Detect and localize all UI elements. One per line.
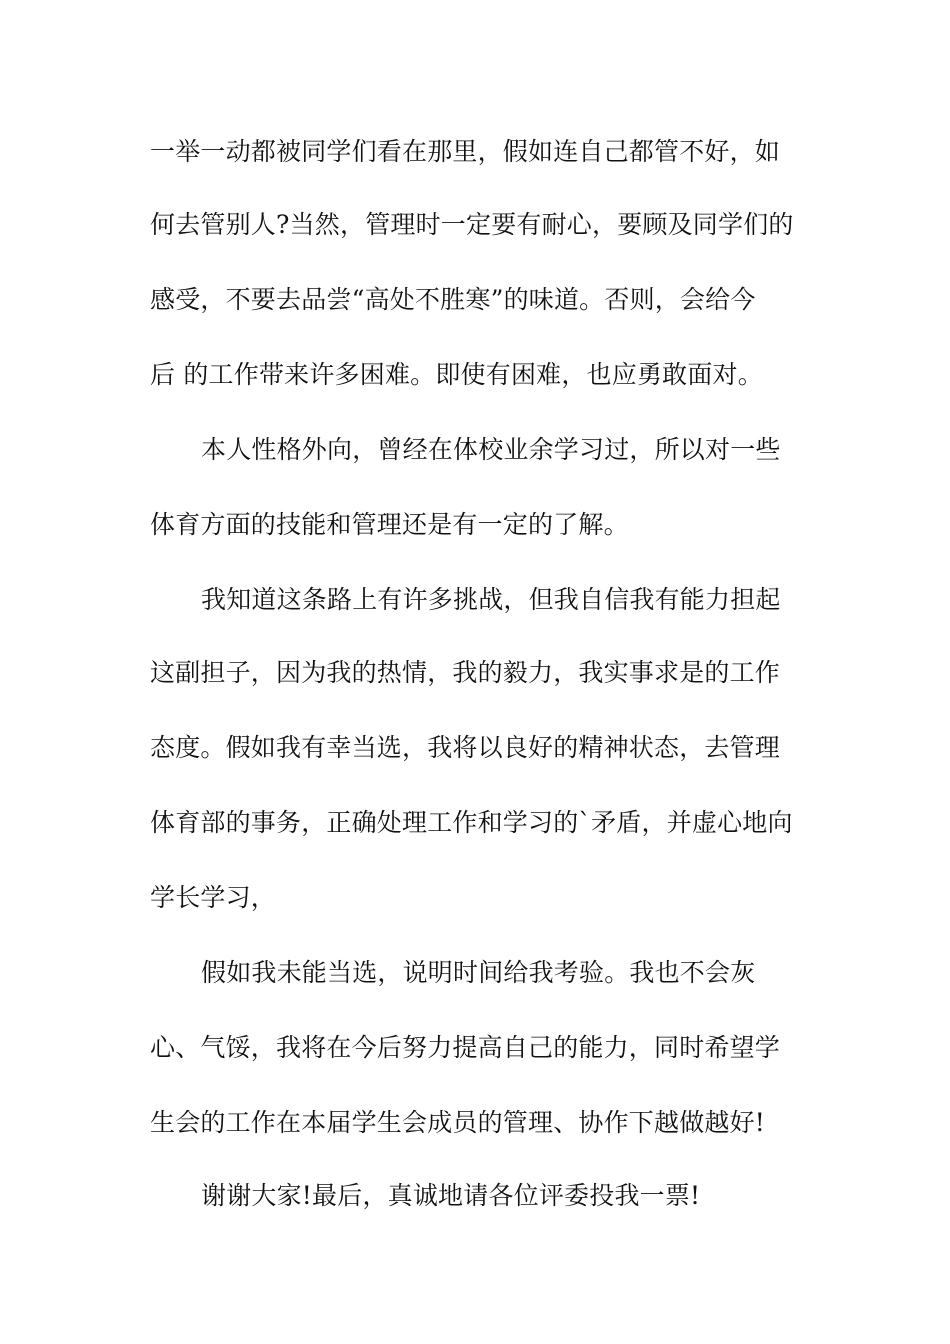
- text-line: 学长学习，: [150, 883, 277, 912]
- text-line: 态度。假如我有幸当选，我将以良好的精神状态，去管理: [150, 733, 781, 762]
- paragraph-first-line: 谢谢大家!最后，真诚地请各位评委投我一票!: [201, 1181, 701, 1210]
- text-line: 体育方面的技能和管理还是有一定的了解。: [150, 510, 629, 539]
- text-line: 生会的工作在本届学生会成员的管理、协作下越做越好!: [150, 1108, 766, 1137]
- text-line: 后 的工作带来许多困难。即使有困难，也应勇敢面对。: [150, 360, 763, 389]
- text-line: 这副担子，因为我的热情，我的毅力，我实事求是的工作: [150, 658, 781, 687]
- paragraph-first-line: 本人性格外向，曾经在体校业余学习过，所以对一些: [201, 435, 781, 464]
- text-line: 感受，不要去品尝“高处不胜寒”的味道。否则，会给今: [150, 285, 756, 314]
- paragraph-first-line: 假如我未能当选，说明时间给我考验。我也不会灰: [201, 958, 756, 987]
- text-line: 何去管别人?当然，管理时一定要有耐心，要顾及同学们的: [150, 210, 794, 239]
- text-line: 一举一动都被同学们看在那里，假如连自己都管不好，如: [150, 137, 781, 166]
- paragraph-first-line: 我知道这条路上有许多挑战，但我自信我有能力担起: [201, 585, 781, 614]
- text-line: 体育部的事务，正确处理工作和学习的`矛盾，并虚心地向: [150, 808, 793, 837]
- text-line: 心、气馁，我将在今后努力提高自己的能力，同时希望学: [150, 1033, 781, 1062]
